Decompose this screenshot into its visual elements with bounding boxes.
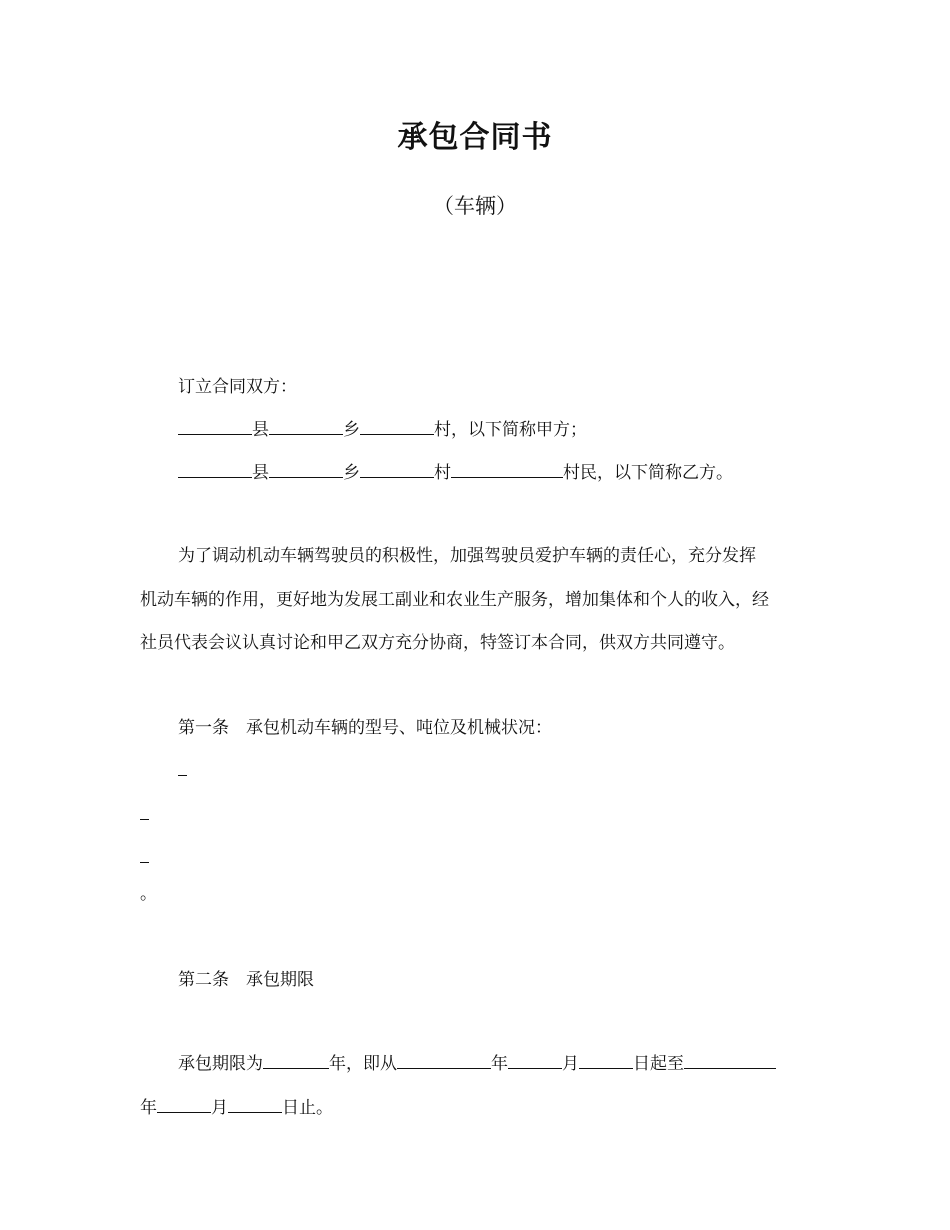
article-1-heading: 第一条 承包机动车辆的型号、吨位及机械状况： xyxy=(178,718,552,738)
party-a-line xyxy=(178,416,587,444)
end-day-blank xyxy=(228,1094,282,1113)
month-label: 月 xyxy=(211,1098,228,1118)
article-1-blank-2 xyxy=(140,801,149,829)
party-b-suffix: 村民，以下简称乙方。 xyxy=(563,463,733,483)
month-label: 月 xyxy=(562,1054,579,1074)
from-text: ，即从 xyxy=(346,1054,397,1074)
start-month-blank xyxy=(508,1050,562,1069)
year-label: 年 xyxy=(140,1098,157,1118)
document-subtitle: （车辆） xyxy=(433,194,517,218)
county-blank xyxy=(178,459,252,478)
parties-intro: 订立合同双方： xyxy=(178,377,297,397)
township-blank xyxy=(269,459,343,478)
township-label: 乡 xyxy=(343,420,360,440)
preamble-line-3: 社员代表会议认真讨论和甲乙双方充分协商，特签订本合同，供双方共同遵守。 xyxy=(140,633,735,653)
preamble-line-2: 机动车辆的作用，更好地为发展工副业和农业生产服务，增加集体和个人的收入，经 xyxy=(140,590,769,610)
preamble-line-1: 为了调动机动车辆驾驶员的积极性，加强驾驶员爱护车辆的责任心，充分发挥 xyxy=(178,546,756,566)
end-year-blank xyxy=(684,1050,776,1069)
village-label: 村 xyxy=(434,420,451,440)
term-years-blank xyxy=(263,1050,329,1069)
village-blank xyxy=(360,416,434,435)
end-month-blank xyxy=(157,1094,211,1113)
party-b-line xyxy=(178,459,733,487)
end-suffix: 日止。 xyxy=(282,1098,333,1118)
county-label: 县 xyxy=(252,420,269,440)
year-label: 年 xyxy=(329,1054,346,1074)
year-label: 年 xyxy=(491,1054,508,1074)
village-label: 村 xyxy=(434,463,451,483)
document-title: 承包合同书 xyxy=(397,120,553,155)
villager-name-blank xyxy=(451,459,563,478)
article-1-blank-1 xyxy=(178,757,187,785)
article-1-blank-3 xyxy=(140,844,149,872)
article-2-term-line-2 xyxy=(140,1094,333,1122)
start-year-blank xyxy=(397,1050,491,1069)
party-a-suffix: ，以下简称甲方； xyxy=(451,420,587,440)
start-day-blank xyxy=(579,1050,633,1069)
county-blank xyxy=(178,416,252,435)
term-prefix: 承包期限为 xyxy=(178,1054,263,1074)
start-suffix: 日起至 xyxy=(633,1054,684,1074)
county-label: 县 xyxy=(252,463,269,483)
township-blank xyxy=(269,416,343,435)
article-1-end-mark: 。 xyxy=(140,884,157,904)
article-2-term-line-1 xyxy=(178,1050,776,1078)
township-label: 乡 xyxy=(343,463,360,483)
article-2-heading: 第二条 承包期限 xyxy=(178,970,314,990)
village-blank xyxy=(360,459,434,478)
